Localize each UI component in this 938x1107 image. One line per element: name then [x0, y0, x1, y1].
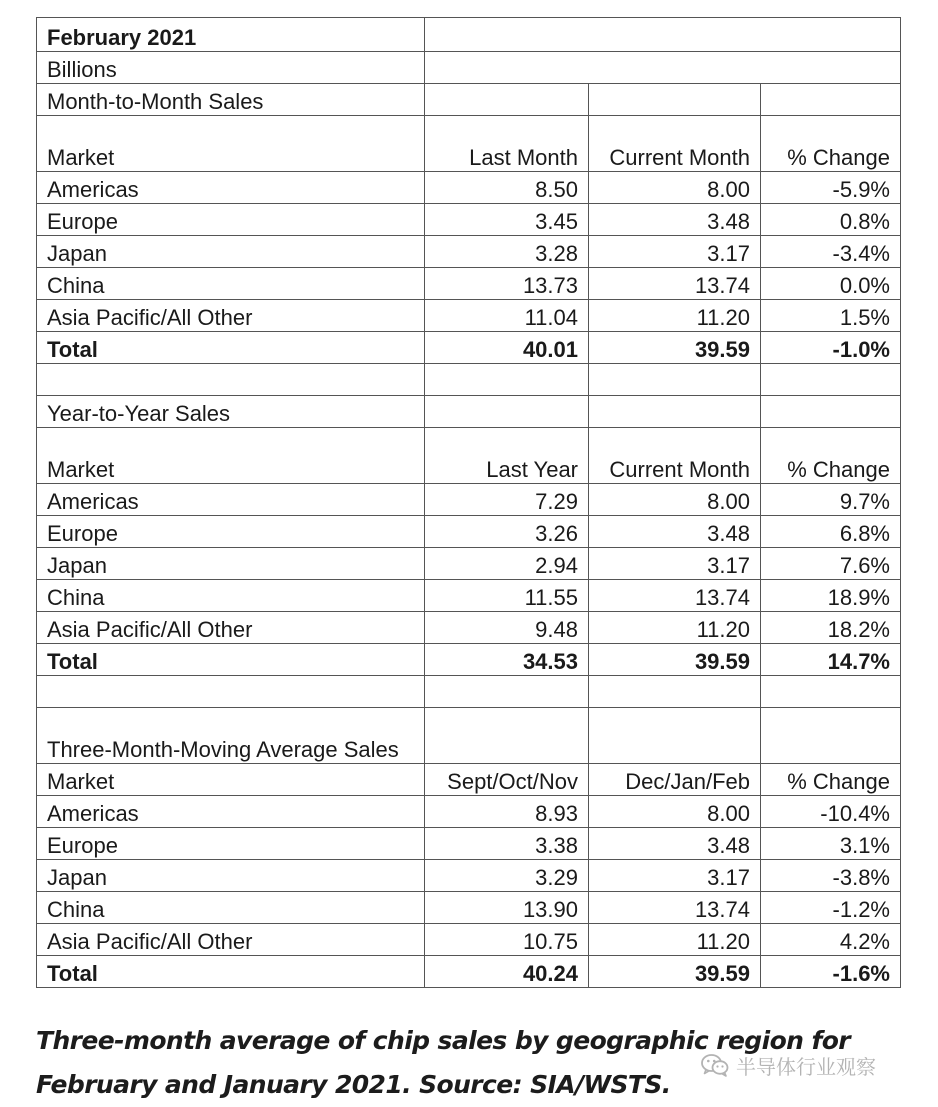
- empty-cell: [425, 364, 589, 396]
- empty-cell: [761, 364, 901, 396]
- table-row: [37, 828, 901, 860]
- wechat-icon: [700, 1052, 730, 1078]
- total-label: Total: [37, 956, 425, 988]
- dec-jan-feb-value: 13.74: [589, 892, 761, 924]
- last-month-value: 8.50: [425, 172, 589, 204]
- column-header-sept-oct-nov: Sept/Oct/Nov: [425, 764, 589, 796]
- table-row: [37, 580, 901, 612]
- column-header-pct-change: % Change: [761, 764, 901, 796]
- table-row: [37, 548, 901, 580]
- market-name: China: [37, 892, 425, 924]
- market-name: Europe: [37, 516, 425, 548]
- empty-cell: [761, 84, 901, 116]
- total-dec-jan-feb: 39.59: [589, 956, 761, 988]
- last-year-value: 11.55: [425, 580, 589, 612]
- section-title: Three-Month-Moving Average Sales: [37, 708, 425, 764]
- section-title-row: [37, 84, 901, 116]
- current-month-value: 3.48: [589, 516, 761, 548]
- dec-jan-feb-value: 11.20: [589, 924, 761, 956]
- spacer-row: [37, 364, 901, 396]
- current-month-value: 3.17: [589, 548, 761, 580]
- column-header-pct-change: % Change: [761, 428, 901, 484]
- market-name: Americas: [37, 172, 425, 204]
- current-month-value: 8.00: [589, 484, 761, 516]
- table-row: [37, 300, 901, 332]
- caption-line: Three-month average of chip sales by geographic region for: [36, 1026, 851, 1055]
- unit-label: Billions: [37, 52, 425, 84]
- pct-change-value: -3.4%: [761, 236, 901, 268]
- column-header-last-year: Last Year: [425, 428, 589, 484]
- current-month-value: 3.48: [589, 204, 761, 236]
- pct-change-value: 18.9%: [761, 580, 901, 612]
- total-current-month: 39.59: [589, 332, 761, 364]
- market-name: China: [37, 580, 425, 612]
- market-name: Japan: [37, 548, 425, 580]
- table-row: [37, 612, 901, 644]
- table-row: [37, 892, 901, 924]
- column-header-current-month: Current Month: [589, 428, 761, 484]
- pct-change-value: 7.6%: [761, 548, 901, 580]
- dec-jan-feb-value: 3.17: [589, 860, 761, 892]
- sept-oct-nov-value: 3.38: [425, 828, 589, 860]
- total-pct-change: -1.0%: [761, 332, 901, 364]
- table-row: [37, 236, 901, 268]
- last-year-value: 7.29: [425, 484, 589, 516]
- last-year-value: 3.26: [425, 516, 589, 548]
- table-row: [37, 204, 901, 236]
- section-title-row: [37, 708, 901, 764]
- table-row: [37, 860, 901, 892]
- column-header-row: [37, 428, 901, 484]
- table-row: [37, 796, 901, 828]
- report-title-row: [37, 18, 901, 52]
- market-name: Europe: [37, 204, 425, 236]
- column-header-dec-jan-feb: Dec/Jan/Feb: [589, 764, 761, 796]
- unit-row: [37, 52, 901, 84]
- market-name: Asia Pacific/All Other: [37, 924, 425, 956]
- column-header-last-month: Last Month: [425, 116, 589, 172]
- pct-change-value: 6.8%: [761, 516, 901, 548]
- market-name: Americas: [37, 484, 425, 516]
- column-header-market: Market: [37, 116, 425, 172]
- market-name: Japan: [37, 860, 425, 892]
- pct-change-value: 1.5%: [761, 300, 901, 332]
- pct-change-value: 9.7%: [761, 484, 901, 516]
- spacer-row: [37, 676, 901, 708]
- pct-change-value: 0.8%: [761, 204, 901, 236]
- empty-cell: [425, 676, 589, 708]
- column-header-pct-change: % Change: [761, 116, 901, 172]
- table-row: [37, 516, 901, 548]
- empty-cell: [425, 396, 589, 428]
- column-header-row: [37, 116, 901, 172]
- chip-sales-table: [36, 17, 901, 988]
- pct-change-value: 0.0%: [761, 268, 901, 300]
- market-name: China: [37, 268, 425, 300]
- market-name: Japan: [37, 236, 425, 268]
- current-month-value: 13.74: [589, 580, 761, 612]
- total-pct-change: 14.7%: [761, 644, 901, 676]
- pct-change-value: -3.8%: [761, 860, 901, 892]
- watermark: [700, 1050, 876, 1080]
- market-name: Americas: [37, 796, 425, 828]
- total-row: [37, 956, 901, 988]
- section-title: Month-to-Month Sales: [37, 84, 425, 116]
- current-month-value: 13.74: [589, 268, 761, 300]
- pct-change-value: -1.2%: [761, 892, 901, 924]
- current-month-value: 11.20: [589, 300, 761, 332]
- empty-cell: [425, 18, 901, 52]
- empty-cell: [589, 364, 761, 396]
- empty-cell: [761, 708, 901, 764]
- column-header-market: Market: [37, 428, 425, 484]
- watermark-text: 半导体行业观察: [736, 1054, 876, 1079]
- empty-cell: [761, 396, 901, 428]
- current-month-value: 8.00: [589, 172, 761, 204]
- last-year-value: 2.94: [425, 548, 589, 580]
- table-row: [37, 484, 901, 516]
- caption-line: February and January 2021. Source: SIA/WSTS.: [36, 1070, 671, 1099]
- current-month-value: 3.17: [589, 236, 761, 268]
- report-title: February 2021: [37, 18, 425, 52]
- empty-cell: [589, 676, 761, 708]
- table-row: [37, 268, 901, 300]
- market-name: Europe: [37, 828, 425, 860]
- empty-cell: [589, 708, 761, 764]
- empty-cell: [425, 708, 589, 764]
- table-row: [37, 924, 901, 956]
- sept-oct-nov-value: 8.93: [425, 796, 589, 828]
- current-month-value: 11.20: [589, 612, 761, 644]
- total-label: Total: [37, 644, 425, 676]
- total-current-month: 39.59: [589, 644, 761, 676]
- empty-cell: [589, 84, 761, 116]
- last-month-value: 3.45: [425, 204, 589, 236]
- total-last-month: 40.01: [425, 332, 589, 364]
- pct-change-value: 4.2%: [761, 924, 901, 956]
- total-row: [37, 332, 901, 364]
- column-header-current-month: Current Month: [589, 116, 761, 172]
- empty-cell: [425, 52, 901, 84]
- pct-change-value: 3.1%: [761, 828, 901, 860]
- sept-oct-nov-value: 13.90: [425, 892, 589, 924]
- total-label: Total: [37, 332, 425, 364]
- empty-cell: [425, 84, 589, 116]
- empty-cell: [37, 364, 425, 396]
- pct-change-value: -10.4%: [761, 796, 901, 828]
- sept-oct-nov-value: 10.75: [425, 924, 589, 956]
- table-row: [37, 172, 901, 204]
- empty-cell: [589, 396, 761, 428]
- empty-cell: [37, 676, 425, 708]
- column-header-market: Market: [37, 764, 425, 796]
- pct-change-value: -5.9%: [761, 172, 901, 204]
- sept-oct-nov-value: 3.29: [425, 860, 589, 892]
- total-last-year: 34.53: [425, 644, 589, 676]
- column-header-row: [37, 764, 901, 796]
- pct-change-value: 18.2%: [761, 612, 901, 644]
- total-sept-oct-nov: 40.24: [425, 956, 589, 988]
- section-title-row: [37, 396, 901, 428]
- last-month-value: 3.28: [425, 236, 589, 268]
- empty-cell: [761, 676, 901, 708]
- market-name: Asia Pacific/All Other: [37, 300, 425, 332]
- total-pct-change: -1.6%: [761, 956, 901, 988]
- last-month-value: 13.73: [425, 268, 589, 300]
- section-title: Year-to-Year Sales: [37, 396, 425, 428]
- market-name: Asia Pacific/All Other: [37, 612, 425, 644]
- dec-jan-feb-value: 8.00: [589, 796, 761, 828]
- last-year-value: 9.48: [425, 612, 589, 644]
- total-row: [37, 644, 901, 676]
- last-month-value: 11.04: [425, 300, 589, 332]
- dec-jan-feb-value: 3.48: [589, 828, 761, 860]
